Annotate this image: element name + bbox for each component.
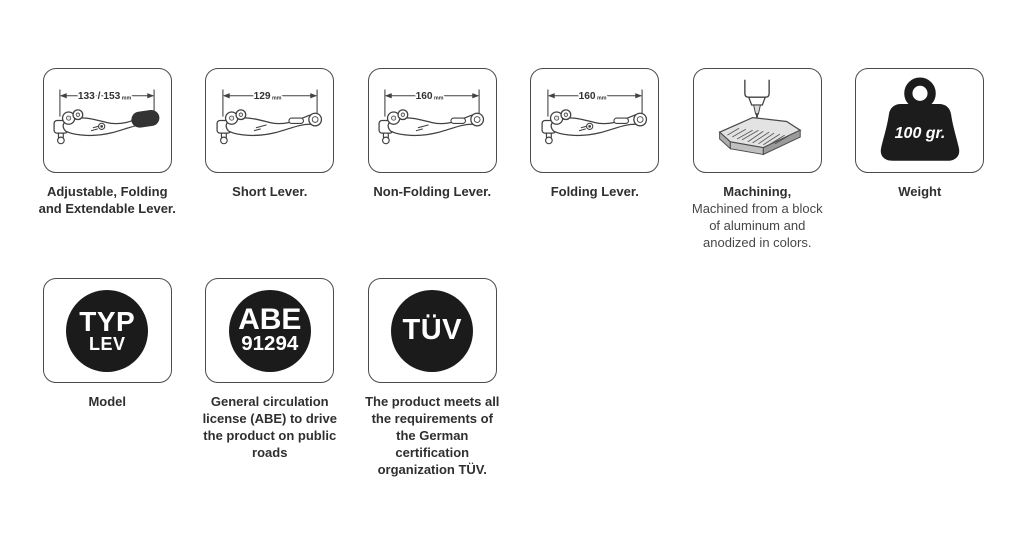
weight-value-label: 100 gr. [894, 124, 946, 142]
caption-line: the requirements of [371, 411, 493, 426]
badge-text-bottom: LEV [88, 333, 126, 354]
card-short-lever [205, 68, 334, 173]
caption-adjustable-lever [27, 183, 187, 217]
caption-non-folding-lever [352, 183, 512, 200]
card-weight [855, 68, 984, 173]
card-model [43, 278, 172, 383]
caption-line: Short Lever. [232, 184, 308, 199]
non-folding-lever-icon [369, 71, 495, 171]
feature-cell-non-folding-lever [351, 68, 514, 251]
feature-cell-abe [189, 278, 352, 478]
card-machining [693, 68, 822, 173]
feature-cell-short-lever [189, 68, 352, 251]
measurement-label: 129mm [253, 90, 282, 102]
caption-tuv [352, 393, 512, 478]
feature-row-top [26, 68, 1001, 251]
caption-line: anodized in colors. [703, 235, 812, 250]
caption-line: Non-Folding Lever. [373, 184, 492, 199]
typ-lev-badge [66, 290, 148, 372]
card-adjustable-lever [43, 68, 172, 173]
milling-machine-icon [694, 71, 820, 171]
measurement-label: 133 / 153mm [78, 90, 132, 102]
caption-abe [190, 393, 350, 461]
caption-machining [677, 183, 837, 251]
feature-cell-folding-lever [514, 68, 677, 251]
card-abe [205, 278, 334, 383]
caption-short-lever [190, 183, 350, 200]
card-folding-lever [530, 68, 659, 173]
caption-model [27, 393, 187, 410]
feature-row-bottom [26, 278, 514, 478]
caption-line: roads [252, 445, 288, 460]
feature-cell-tuv [351, 278, 514, 478]
caption-line: The product meets all [365, 394, 500, 409]
badge-text-bottom: 91294 [241, 332, 299, 355]
caption-line: Folding Lever. [550, 184, 639, 199]
caption-line: Machined from a block [691, 201, 823, 216]
short-lever-icon [207, 71, 333, 171]
caption-line: Adjustable, Folding [46, 184, 168, 199]
tuv-badge [391, 290, 473, 372]
caption-line: organization TÜV. [377, 462, 487, 477]
feature-cell-weight [839, 68, 1002, 251]
caption-line: license (ABE) to drive [202, 411, 337, 426]
caption-line: certification [395, 445, 470, 460]
caption-folding-lever [515, 183, 675, 200]
adjustable-lever-icon [44, 71, 170, 171]
feature-cell-model [26, 278, 189, 478]
badge-text-top: ABE [238, 303, 302, 336]
caption-line: the product on public [203, 428, 337, 443]
caption-line: the German [396, 428, 469, 443]
caption-line: Weight [898, 184, 942, 199]
caption-line: of aluminum and [709, 218, 806, 233]
badge-text-top: TYP [79, 305, 136, 337]
badge-text-top: TÜV [402, 314, 462, 346]
caption-line: and Extendable Lever. [38, 201, 176, 216]
feature-cell-adjustable-lever [26, 68, 189, 251]
weight-kettlebell-icon [857, 71, 983, 171]
card-tuv [368, 278, 497, 383]
folding-lever-icon [532, 71, 658, 171]
card-non-folding-lever [368, 68, 497, 173]
feature-cell-machining [676, 68, 839, 251]
measurement-label: 160mm [578, 90, 607, 102]
caption-line: Machining, [723, 184, 792, 199]
caption-weight [840, 183, 1000, 200]
caption-line: General circulation [210, 394, 329, 409]
caption-line: Model [88, 394, 127, 409]
abe-91294-badge [229, 290, 311, 372]
measurement-label: 160mm [415, 90, 444, 102]
